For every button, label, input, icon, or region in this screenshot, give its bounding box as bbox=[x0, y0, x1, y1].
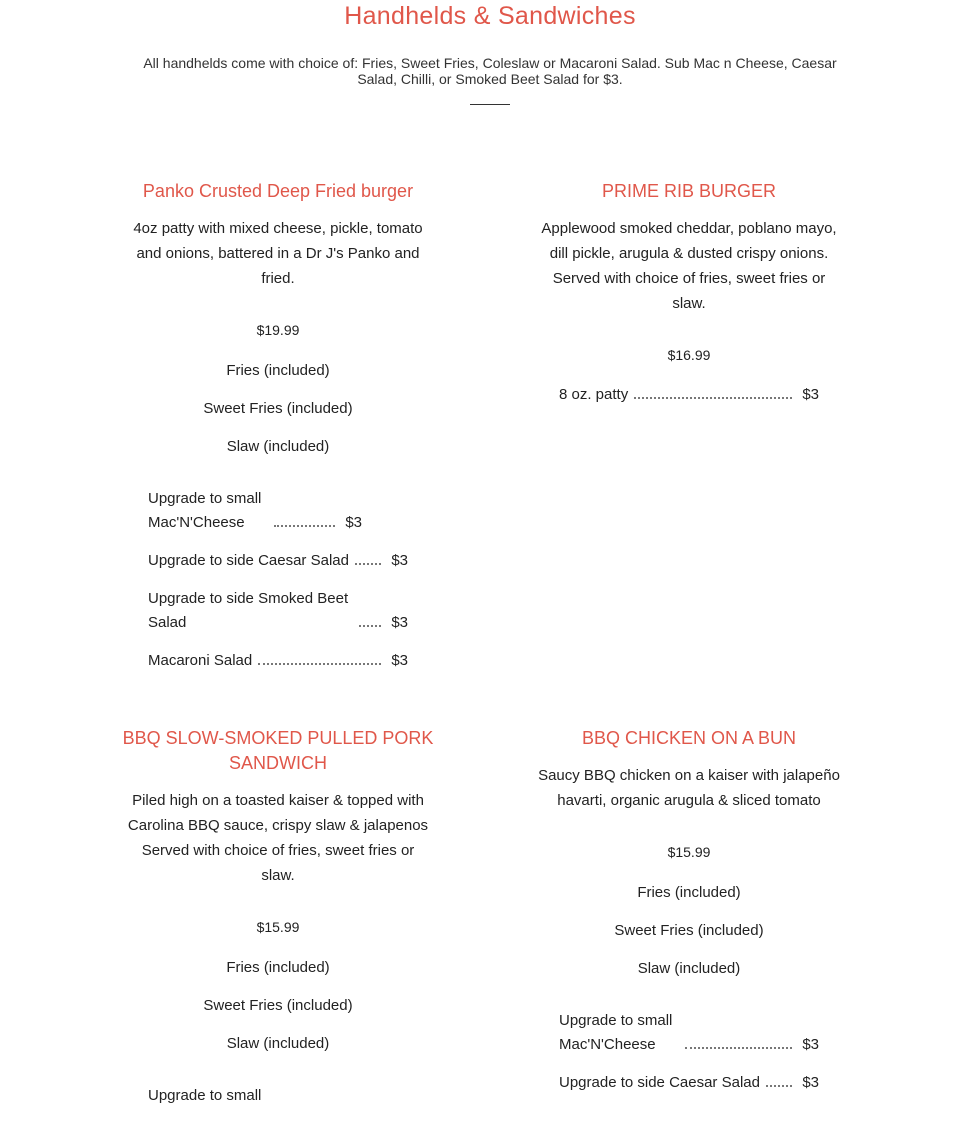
item-description: Piled high on a toasted kaiser & topped with Carolina BBQ sauce, crispy slaw & jalapenos Served with choice of fries, sweet fries or slaw. bbox=[127, 792, 429, 884]
option-included: Fries (included) bbox=[226, 959, 330, 976]
option-label: Upgrade to small Mac'N'Cheese bbox=[559, 1012, 673, 1053]
item-name: BBQ SLOW-SMOKED PULLED PORK SANDWICH bbox=[122, 728, 434, 773]
dot-leader bbox=[274, 525, 335, 527]
item-name: Panko Crusted Deep Fried burger bbox=[142, 181, 414, 201]
menu-item-prime-rib-burger bbox=[519, 179, 859, 421]
section-intro: All handhelds come with choice of: Fries, Sweet Fries, Coleslaw or Macaroni Salad. Sub Mac n Cheese, Caesar Salad, Chilli, or Smoked Beet Salad for $3. bbox=[143, 55, 837, 87]
item-price: $15.99 bbox=[256, 919, 300, 935]
option-label: Upgrade to small Mac'N'Cheese bbox=[148, 490, 262, 531]
option-included: Slaw (included) bbox=[226, 438, 330, 455]
option-label: Upgrade to small bbox=[148, 1087, 262, 1104]
option-included: Slaw (included) bbox=[226, 1035, 330, 1052]
item-price: $19.99 bbox=[256, 322, 300, 338]
menu-item-bbq-pulled-pork bbox=[108, 726, 448, 1122]
dot-leader bbox=[355, 563, 381, 565]
option-price: $3 bbox=[391, 652, 408, 669]
option-upgrade bbox=[148, 587, 408, 635]
option-label: Upgrade to side Caesar Salad bbox=[148, 552, 349, 569]
option-upgrade bbox=[148, 649, 408, 673]
option-label: 8 oz. patty bbox=[559, 386, 629, 403]
option-upgrade bbox=[148, 487, 362, 535]
option-price: $3 bbox=[345, 514, 362, 531]
option-price: $3 bbox=[391, 552, 408, 569]
option-price: $3 bbox=[802, 386, 819, 403]
option-upgrade bbox=[559, 1071, 819, 1095]
dot-leader bbox=[685, 1047, 792, 1049]
option-price: $3 bbox=[802, 1036, 819, 1053]
dot-leader bbox=[766, 1085, 792, 1087]
option-included: Sweet Fries (included) bbox=[203, 400, 353, 417]
option-price: $3 bbox=[802, 1074, 819, 1091]
option-label: Upgrade to side Smoked Beet Salad bbox=[148, 590, 349, 631]
option-upgrade bbox=[559, 383, 819, 407]
option-label: Upgrade to side Caesar Salad bbox=[559, 1074, 760, 1091]
menu-item-panko-burger bbox=[108, 179, 448, 687]
section-title: Handhelds & Sandwiches bbox=[344, 2, 636, 30]
menu-item-bbq-chicken-bun bbox=[519, 726, 859, 1109]
item-description: Applewood smoked cheddar, poblano mayo, dill pickle, arugula & dusted crispy onions. Served with choice of fries, sweet fries or slaw. bbox=[541, 220, 837, 312]
option-upgrade bbox=[559, 1009, 819, 1057]
option-label: Macaroni Salad bbox=[148, 652, 253, 669]
item-price: $16.99 bbox=[667, 347, 711, 363]
option-price: $3 bbox=[391, 614, 408, 631]
option-upgrade bbox=[148, 1084, 408, 1108]
dot-leader bbox=[359, 625, 381, 627]
option-included: Slaw (included) bbox=[637, 960, 741, 977]
item-price: $15.99 bbox=[667, 844, 711, 860]
option-included: Fries (included) bbox=[637, 884, 741, 901]
item-name: PRIME RIB BURGER bbox=[601, 181, 777, 201]
title-divider bbox=[470, 104, 510, 105]
dot-leader bbox=[634, 397, 792, 399]
option-included: Sweet Fries (included) bbox=[614, 922, 764, 939]
item-description: Saucy BBQ chicken on a kaiser with jalapeño havarti, organic arugula & sliced tomato bbox=[538, 767, 840, 809]
option-included: Fries (included) bbox=[226, 362, 330, 379]
option-upgrade bbox=[148, 549, 408, 573]
item-description: 4oz patty with mixed cheese, pickle, tomato and onions, battered in a Dr J's Panko and fried. bbox=[133, 220, 423, 287]
item-name: BBQ CHICKEN ON A BUN bbox=[581, 728, 797, 748]
dot-leader bbox=[258, 663, 381, 665]
option-included: Sweet Fries (included) bbox=[203, 997, 353, 1014]
